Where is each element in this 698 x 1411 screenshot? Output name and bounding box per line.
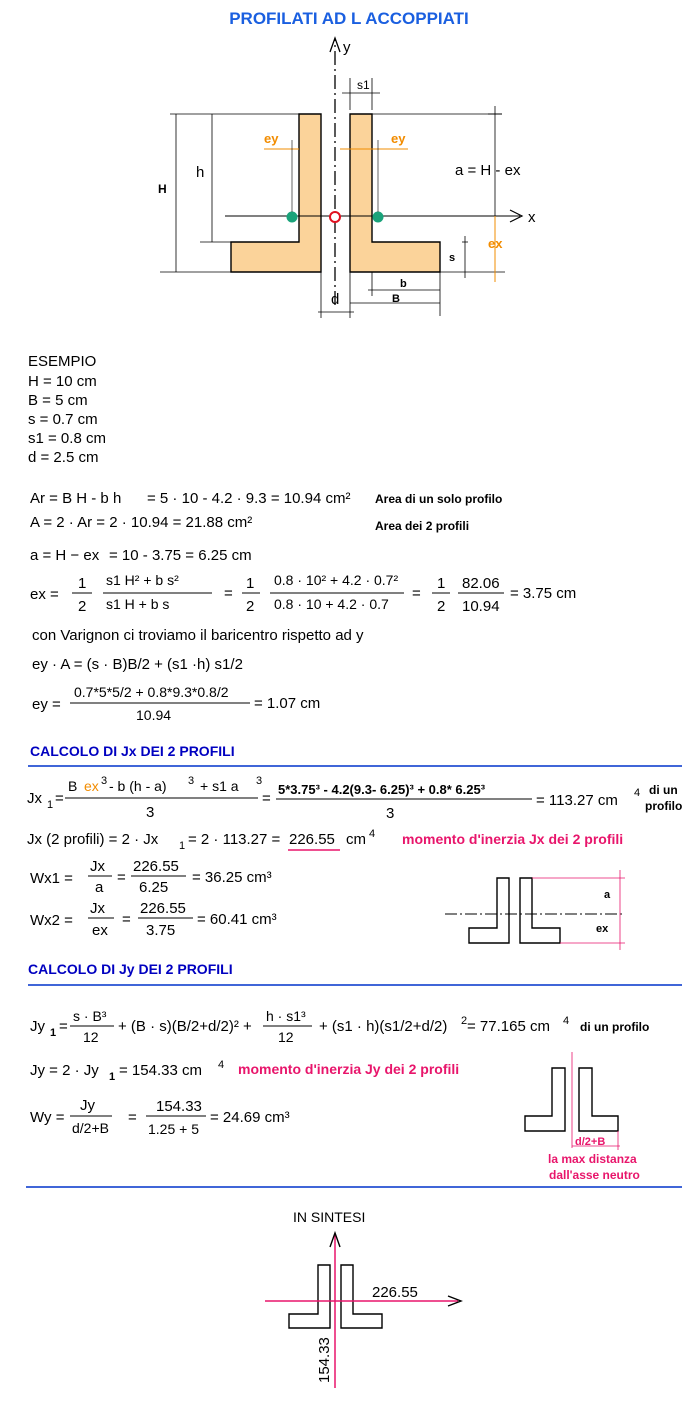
- right-angle-outline: [520, 878, 560, 943]
- ex-eq-symbolic-den: s1 H + b s: [106, 596, 170, 612]
- example-s: s = 0.7 cm: [28, 411, 98, 428]
- jy1-steiner2: + (s1 · h)(s1/2+d/2): [319, 1018, 448, 1035]
- right-angle-outline: [579, 1068, 618, 1131]
- jx1-equation: [27, 775, 682, 822]
- example-B: B = 5 cm: [28, 392, 88, 409]
- wy-equals: =: [128, 1109, 137, 1126]
- x-axis-label: x: [528, 209, 536, 226]
- wy-den: d/2+B: [72, 1120, 109, 1136]
- jy1-subscript: 1: [50, 1027, 57, 1039]
- wx2-lhs: Wx2 =: [30, 912, 73, 929]
- jx1-num-exp: 3: [101, 775, 108, 787]
- a-eq-rhs: = 10 - 3.75 = 6.25 cm: [109, 547, 252, 564]
- left-angle-outline: [525, 1068, 565, 1131]
- y-axis-label: y: [343, 39, 351, 56]
- fig2-ex-label: ex: [596, 923, 609, 935]
- area-double-note: Area dei 2 profili: [375, 519, 470, 533]
- jx1-equals: =: [262, 790, 271, 807]
- wy-den-value: 1.25 + 5: [148, 1121, 199, 1137]
- jy1-frac1-den: 12: [83, 1029, 99, 1045]
- jx1-num-exp2: 3: [188, 775, 195, 787]
- jx2-unit-exp: 4: [369, 828, 376, 840]
- jx2-value: 226.55: [289, 831, 335, 848]
- h-label: h: [196, 164, 205, 181]
- jy2-rest: = 154.33 cm: [119, 1062, 202, 1079]
- fig3-dimension-label: d/2+B: [575, 1136, 606, 1148]
- jx1-equals: =: [55, 790, 64, 807]
- ey-equation: [32, 684, 320, 723]
- ey-eq-lhs: ey =: [32, 696, 61, 713]
- jy2-exp: 4: [218, 1059, 225, 1071]
- example-s1: s1 = 0.8 cm: [28, 430, 106, 447]
- jx2-subscript: 1: [179, 840, 186, 852]
- ex-eq-half-num: 1: [78, 575, 87, 592]
- wy-num-value: 154.33: [156, 1098, 202, 1115]
- ey-moment-eq: ey · A = (s · B)B/2 + (s1 ·h) s1/2: [32, 656, 243, 673]
- jx1-result-exp: 4: [634, 787, 641, 799]
- jy2-lhs: Jy = 2 · Jy: [30, 1062, 99, 1079]
- wx1-den: a: [95, 879, 104, 896]
- summary-heading: IN SINTESI: [293, 1209, 366, 1225]
- b-label: b: [400, 278, 407, 290]
- example-block: [28, 353, 106, 466]
- area-single-lhs: Ar = B H - b h: [30, 490, 122, 507]
- wy-lhs: Wy =: [30, 1109, 65, 1126]
- left-angle-outline: [469, 878, 509, 943]
- ey-eq-den: 10.94: [136, 707, 172, 723]
- jx2-unit: cm: [346, 831, 366, 848]
- jx1-note: profilo: [645, 799, 683, 813]
- jx2-note: momento d'inerzia Jx dei 2 profili: [402, 831, 624, 847]
- ex-eq-final-den: 10.94: [462, 598, 500, 615]
- ey-eq-result: = 1.07 cm: [254, 695, 321, 712]
- wx1-result: = 36.25 cm³: [192, 869, 272, 886]
- ex-eq-half-num: 1: [437, 575, 446, 592]
- ex-eq-half-num: 1: [246, 575, 255, 592]
- section-heading-jx: CALCOLO DI Jx DEI 2 PROFILI: [30, 743, 235, 759]
- left-angle-outline: [289, 1265, 330, 1328]
- wx2-num: Jx: [90, 900, 105, 917]
- ex-eq-lhs: ex =: [30, 586, 59, 603]
- jx1-num-B: B: [68, 778, 78, 794]
- wx1-equation: [30, 858, 272, 896]
- ex-eq-half-den: 2: [246, 598, 255, 615]
- wx2-equals: =: [122, 911, 131, 928]
- jy1-frac1-num: s · B³: [73, 1008, 107, 1024]
- wy-num: Jy: [80, 1097, 95, 1114]
- jx1-note: di un: [649, 783, 678, 797]
- jy1-frac2-den: 12: [278, 1029, 294, 1045]
- ex-eq-half-den: 2: [437, 598, 446, 615]
- area-single-note: Area di un solo profilo: [375, 492, 503, 506]
- wy-result: = 24.69 cm³: [210, 1109, 290, 1126]
- B-label: B: [392, 293, 400, 305]
- example-H: H = 10 cm: [28, 373, 97, 390]
- example-heading: ESEMPIO: [28, 353, 97, 370]
- jy1-equals: =: [59, 1018, 68, 1035]
- jx1-num-ex: ex: [84, 778, 99, 794]
- wx2-num-value: 226.55: [140, 900, 186, 917]
- area-double: A = 2 · Ar = 2 · 10.94 = 21.88 cm²: [30, 514, 253, 531]
- figure-wy: [525, 1052, 640, 1182]
- jx1-subscript: 1: [47, 799, 54, 811]
- jy2-equation: [30, 1059, 459, 1083]
- section-heading-jy: CALCOLO DI Jy DEI 2 PROFILI: [28, 961, 233, 977]
- H-label: H: [158, 182, 167, 196]
- area-single-rhs: = 5 · 10 - 4.2 · 9.3 = 10.94 cm²: [147, 490, 351, 507]
- wx2-equation: [30, 900, 277, 939]
- fig3-note: la max distanza: [548, 1152, 637, 1166]
- jy1-note: di un profilo: [580, 1020, 650, 1034]
- varignon-text: con Varignon ci troviamo il baricentro rispetto ad y: [32, 627, 364, 644]
- ex-label: ex: [488, 236, 503, 251]
- a-formula-label: a = H - ex: [455, 162, 521, 179]
- s-label: s: [449, 252, 456, 264]
- jy1-lhs: Jy: [30, 1018, 45, 1035]
- s1-label: s1: [357, 78, 370, 92]
- jx1-num-numeric: 5*3.75³ - 4.2(9.3- 6.25)³ + 0.8* 6.25³: [278, 782, 486, 797]
- wx1-lhs: Wx1 =: [30, 870, 73, 887]
- ex-eq-numeric-num: 0.8 · 10² + 4.2 · 0.7²: [274, 572, 399, 588]
- page-title: PROFILATI AD L ACCOPPIATI: [229, 9, 469, 28]
- a-eq-lhs: a = H − ex: [30, 547, 100, 564]
- example-d: d = 2.5 cm: [28, 449, 99, 466]
- jx2-mid: = 2 · 113.27 =: [188, 831, 281, 848]
- jy2-subscript: 1: [109, 1071, 116, 1083]
- figure-coupled-angles: [158, 38, 536, 318]
- wx2-den: ex: [92, 922, 108, 939]
- fig2-a-label: a: [604, 889, 611, 901]
- jy2-note: momento d'inerzia Jy dei 2 profili: [238, 1061, 460, 1077]
- summary-jx-value: 226.55: [372, 1284, 418, 1301]
- right-centroid-dot: [373, 212, 384, 223]
- jx1-num-tail: + s1 a: [200, 778, 239, 794]
- wy-equation: [30, 1097, 290, 1137]
- jy1-equation: [30, 1008, 649, 1045]
- ex-eq-final-num: 82.06: [462, 575, 500, 592]
- ex-equation: [30, 572, 576, 615]
- jx2-equation: [27, 828, 623, 852]
- jx1-result: = 113.27 cm: [536, 792, 618, 809]
- jx2-lhs: Jx (2 profili) = 2 · Jx: [27, 831, 159, 848]
- ex-eq-equals: =: [412, 585, 421, 602]
- wx2-den-value: 3.75: [146, 922, 176, 939]
- jx1-den: 3: [146, 804, 155, 821]
- jy1-result-exp: 4: [563, 1015, 570, 1027]
- jy1-frac2-num: h · s1³: [266, 1008, 306, 1024]
- jx1-lhs: Jx: [27, 790, 42, 807]
- summary-figure: [265, 1209, 461, 1388]
- jx1-num-exp3: 3: [256, 775, 263, 787]
- ex-eq-symbolic-num: s1 H² + b s²: [106, 572, 179, 588]
- ex-eq-numeric-den: 0.8 · 10 + 4.2 · 0.7: [274, 596, 389, 612]
- summary-jy-value: 154.33: [316, 1337, 333, 1383]
- d-label: d: [331, 291, 340, 308]
- wx1-equals: =: [117, 869, 126, 886]
- jy1-result: = 77.165 cm: [467, 1018, 550, 1035]
- figure-wx: [445, 870, 625, 950]
- wx2-result: = 60.41 cm³: [197, 911, 277, 928]
- jy1-steiner1: + (B · s)(B/2+d/2)² +: [118, 1018, 252, 1035]
- ex-eq-half-den: 2: [78, 598, 87, 615]
- wx1-den-value: 6.25: [139, 879, 169, 896]
- jy1-exp: 2: [461, 1015, 468, 1027]
- ex-eq-equals: =: [224, 585, 233, 602]
- left-centroid-dot: [287, 212, 298, 223]
- ey-left-label: ey: [264, 131, 279, 146]
- global-centroid-dot: [330, 212, 340, 222]
- jx1-num-rest: - b (h - a): [109, 778, 167, 794]
- ex-eq-result: = 3.75 cm: [510, 585, 577, 602]
- wx1-num: Jx: [90, 858, 105, 875]
- jx1-den-numeric: 3: [386, 805, 395, 822]
- wx1-num-value: 226.55: [133, 858, 179, 875]
- fig3-note: dall'asse neutro: [549, 1168, 640, 1182]
- ey-eq-num: 0.7*5*5/2 + 0.8*9.3*0.8/2: [74, 684, 229, 700]
- ey-right-label: ey: [391, 131, 406, 146]
